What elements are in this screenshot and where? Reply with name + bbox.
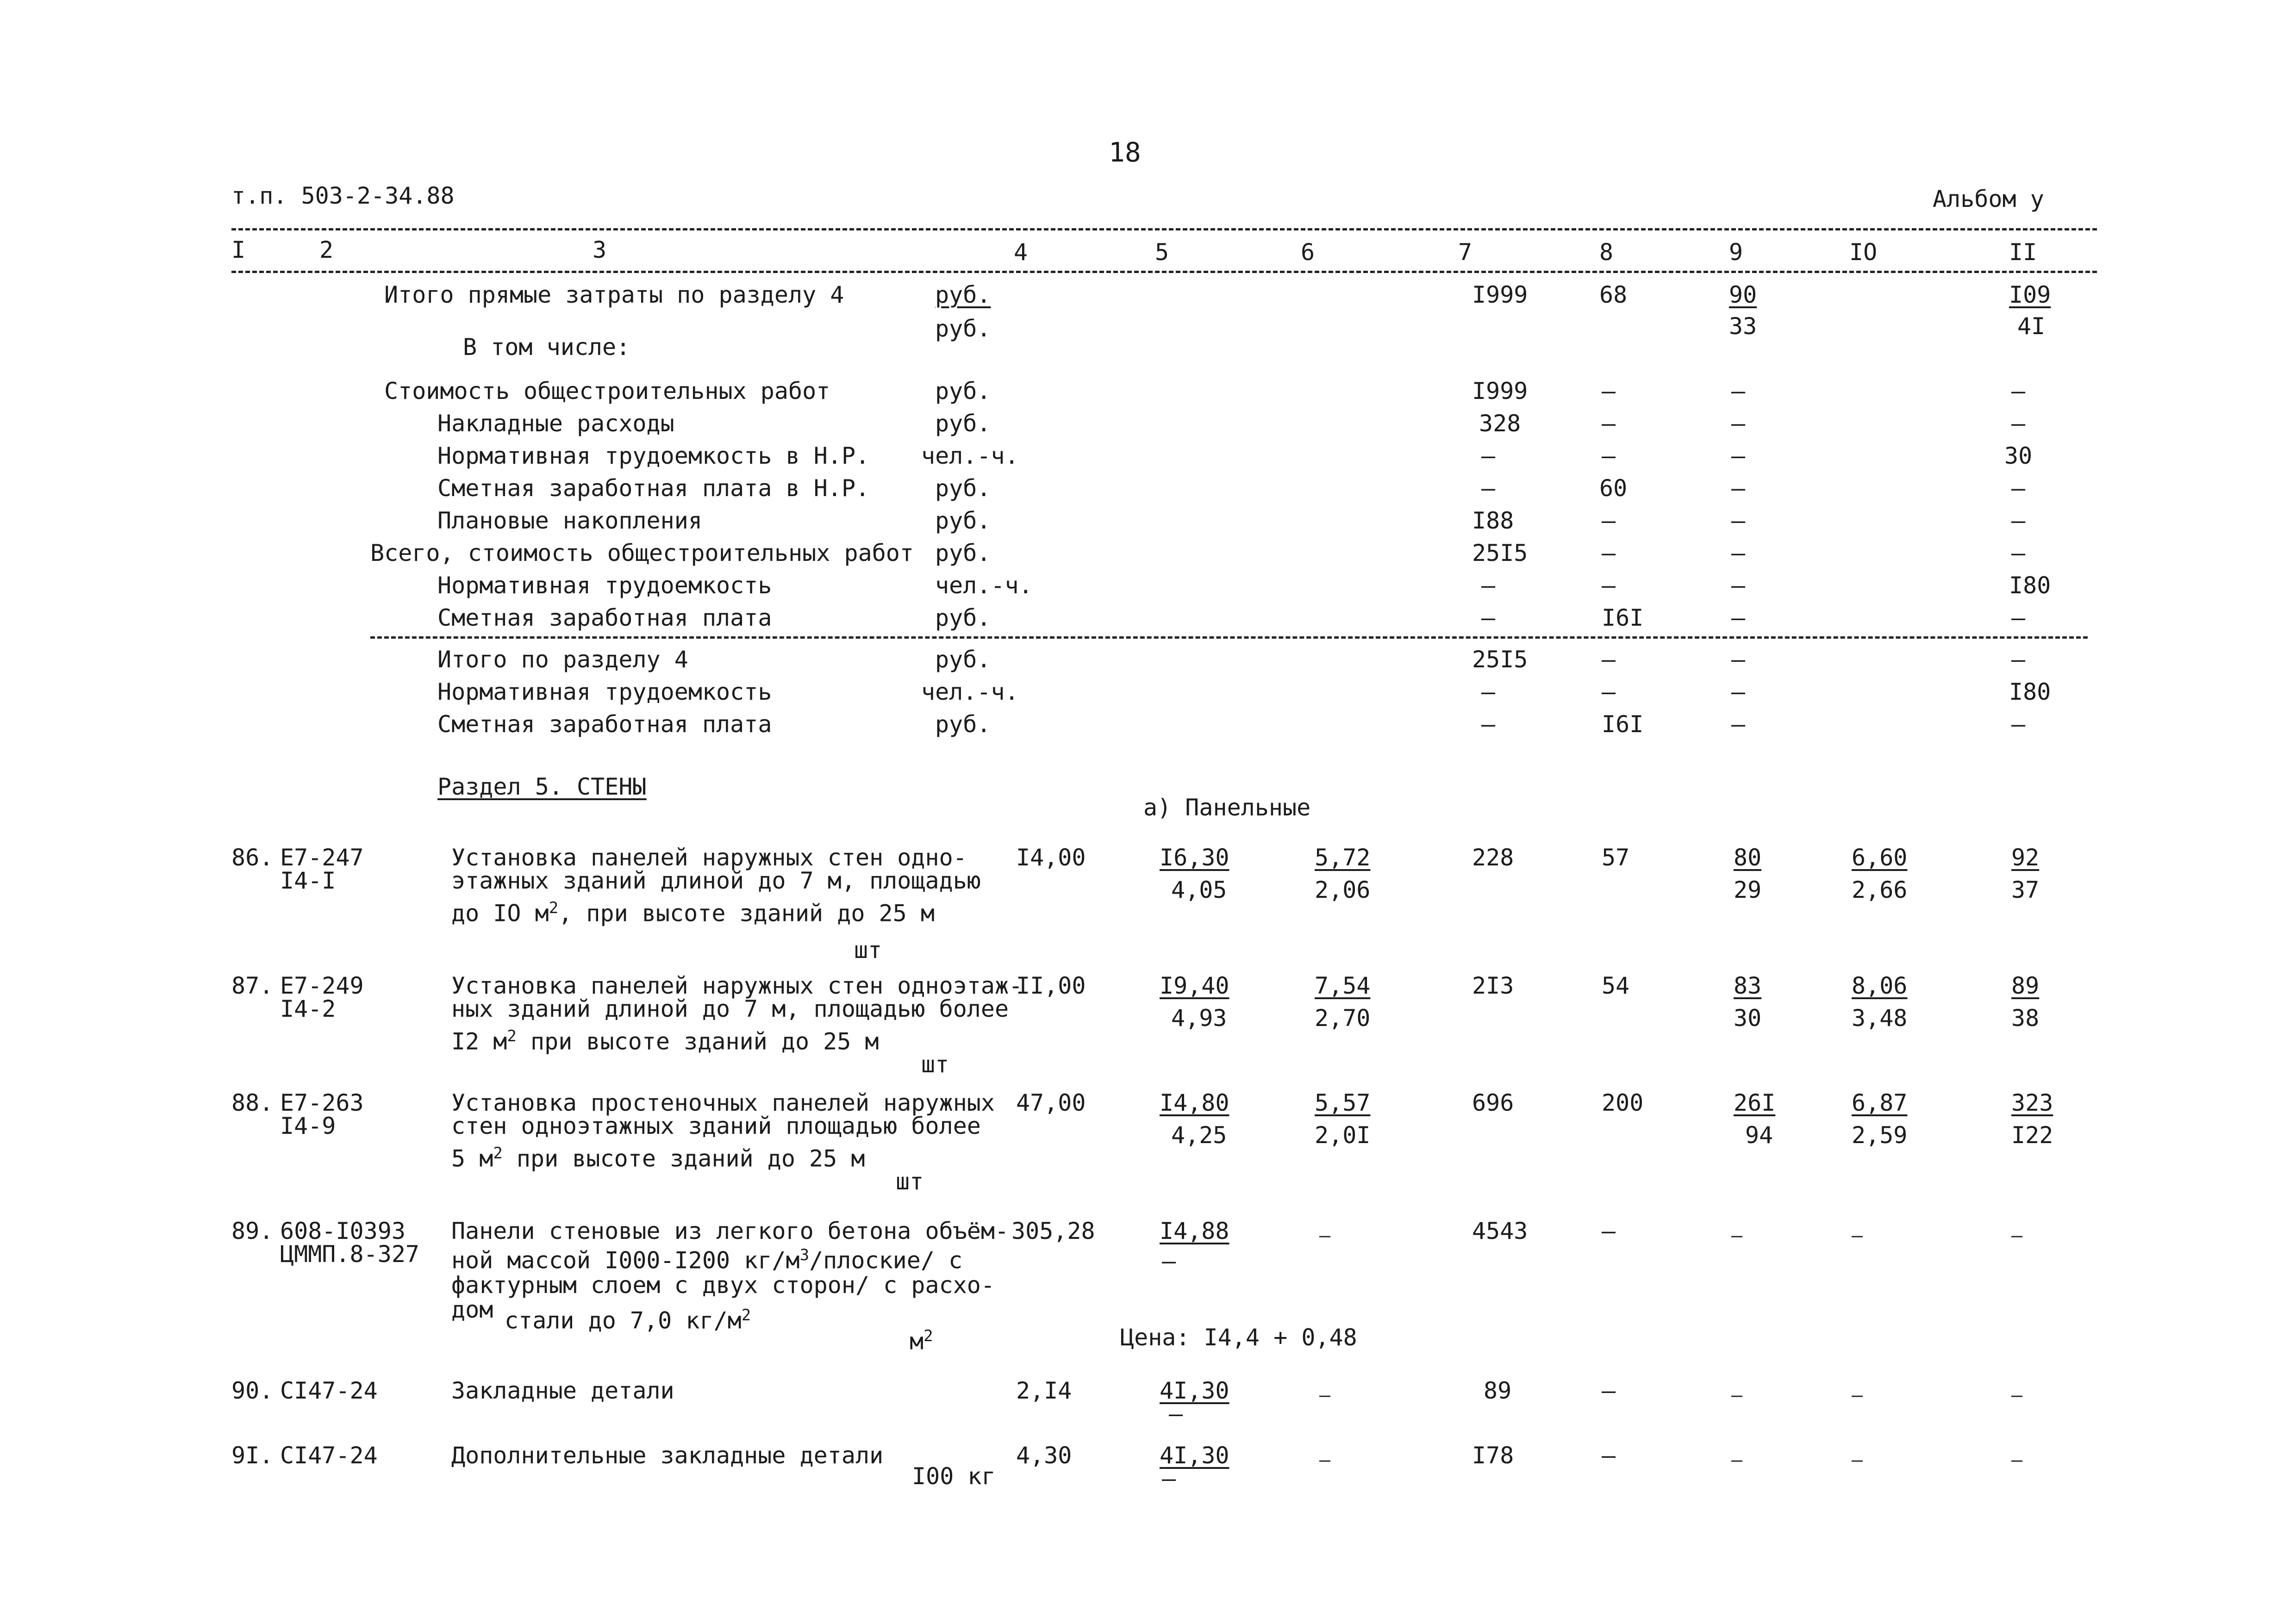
item-c10-bottom: 2,66 [1852,877,1908,903]
item-c5-top: 4I,30 [1160,1442,1229,1469]
summary-row-c9: – [1731,507,1746,534]
item-c6-bottom: 2,06 [1315,877,1371,903]
item-description-line [451,900,935,925]
item-c8: 200 [1602,1089,1644,1116]
text-part: ной массой I000-I200 кг/м [451,1247,800,1274]
summary-row-label: Накладные расходы [437,410,674,437]
item-number: 89. [231,1218,274,1244]
col-header-11: II [2009,239,2037,266]
text-part: 5 м [451,1145,493,1172]
summary-row-unit: руб. [935,475,991,502]
col-header-10: IO [1849,239,1878,266]
item-c9-bottom: 94 [1745,1122,1773,1149]
item-c11-bottom: 37 [2011,877,2040,903]
item-c10-top: 6,87 [1852,1089,1908,1116]
section-total-c11: – [2011,711,2026,738]
item-description-line: стен одноэтажных зданий площадью более [451,1113,981,1139]
summary-row-c9: – [1731,572,1746,599]
superscript: 2 [923,1327,933,1345]
total-direct-unit-2: руб. [935,315,991,342]
summary-row-label: Плановые накопления [437,507,702,534]
section-total-unit: руб. [935,711,991,738]
item-c7: 4543 [1472,1218,1528,1244]
item-description-line: фактурным слоем с двух сторон/ с расхо- [451,1272,995,1299]
item-c11: – [2011,1385,2024,1406]
text-part: стали до 7,0 кг/м [505,1307,742,1334]
text-part: до IO м [451,900,549,927]
item-unit: шт [896,1168,924,1195]
item-c8: 54 [1602,972,1630,999]
section-total-label: Сметная заработная плата [437,711,772,738]
item-c5-top: I6,30 [1160,844,1229,871]
item-c5-top: I9,40 [1160,972,1229,999]
summary-row-c8: – [1602,572,1616,599]
item-c10: – [1852,1385,1864,1406]
summary-row-c9: – [1731,410,1746,437]
header-top-rule [231,228,2097,230]
item-c6-bottom: 2,0I [1315,1122,1371,1149]
including-label: В том числе: [463,334,630,361]
section-total-c7: 25I5 [1472,646,1528,673]
total-direct-label: Итого прямые затраты по разделу 4 [384,281,844,308]
section-total-label: Итого по разделу 4 [437,646,688,673]
item-code: Е7-249 [280,972,364,999]
section-total-c11: – [2011,646,2026,673]
item-description-line: этажных зданий длиной до 7 м, площадью [451,867,981,894]
total-direct-c7: I999 [1472,281,1528,308]
item-c5-bottom: 4,93 [1171,1005,1227,1032]
summary-row-c11: 30 [2004,442,2033,469]
section-total-c9: – [1731,678,1746,705]
summary-row-label: Сметная заработная плата [437,604,772,631]
item-quantity: I4,00 [1016,844,1086,871]
item-c11-bottom: 38 [2011,1005,2040,1032]
col-header-2: 2 [319,236,334,263]
item-c9-top: 83 [1734,972,1762,999]
item-c10-bottom: 3,48 [1852,1005,1908,1032]
item-unit: I00 кг [912,1463,996,1490]
item-c11-top: 323 [2011,1089,2053,1116]
item-quantity: 4,30 [1016,1442,1072,1469]
item-code: СI47-24 [280,1377,378,1404]
item-description-line: Дополнительные закладные детали [451,1442,884,1469]
item-quantity: II,00 [1016,972,1086,999]
section-total-unit: руб. [935,646,991,673]
item-c7: 2I3 [1472,972,1514,999]
summary-row-c9: – [1731,475,1746,502]
item-c10-top: 6,60 [1852,844,1908,871]
item-number: 86. [231,844,274,871]
total-direct-c9-top: 90 [1729,281,1757,308]
summary-row-c11: – [2011,475,2026,502]
item-unit: шт [854,937,882,964]
col-header-5: 5 [1155,239,1169,266]
summary-row-c7: – [1481,442,1496,469]
col-header-8: 8 [1599,239,1614,266]
summary-row-c11: I80 [2009,572,2051,599]
col-header-3: 3 [593,236,607,263]
section-total-c7: – [1481,678,1496,705]
summary-row-c8: – [1602,540,1616,566]
item-quantity: 47,00 [1016,1089,1086,1116]
superscript: 3 [799,1246,810,1264]
item-quantity: 2,I4 [1016,1377,1072,1404]
section-total-c11: I80 [2009,678,2051,705]
summary-row-c11: – [2011,410,2026,437]
text-part: при высоте зданий до 25 м [516,1028,879,1055]
summary-row-c11: – [2011,507,2026,534]
summary-row-c8: – [1602,378,1616,404]
item-c6: – [1319,1449,1332,1471]
album-label: Альбом у [1933,186,2044,212]
item-description-line [505,1307,751,1332]
item-description-line: Установка панелей наружных стен одно- [451,844,967,871]
summary-row-c11: – [2011,540,2026,566]
summary-row-c8: – [1602,410,1616,437]
summary-row-c11: – [2011,378,2026,404]
item-c11: – [2011,1225,2024,1246]
item-code: СI47-24 [280,1442,378,1469]
summary-row-c8: 60 [1599,475,1628,502]
summary-row-c7: – [1481,604,1496,631]
total-direct-unit: руб. [935,281,991,308]
col-header-9: 9 [1729,239,1743,266]
col-header-6: 6 [1301,239,1315,266]
total-direct-c11-bottom: 4I [2017,313,2046,340]
summary-row-label: Стоимость общестроительных работ [384,378,830,404]
item-description-line: Панели стеновые из легкого бетона объём- [451,1218,1009,1244]
section-total-c8: I6I [1602,711,1644,738]
item-c6-top: 5,72 [1315,844,1371,871]
item-number: 90. [231,1377,274,1404]
summary-row-label: Сметная заработная плата в Н.Р. [437,475,870,502]
item-c10: – [1852,1449,1864,1471]
item-unit [910,1328,933,1353]
item-c9-top: 26I [1734,1089,1776,1116]
item-description-line: Установка панелей наружных стен одноэтаж- [451,972,1023,999]
item-c11-top: 92 [2011,844,2040,871]
summary-row-label: Нормативная трудоемкость [437,572,772,599]
item-c6-bottom: 2,70 [1315,1005,1371,1032]
item-c6-top: 7,54 [1315,972,1371,999]
item-c6-top: 5,57 [1315,1089,1371,1116]
item-description-line: Установка простеночных панелей наружных [451,1089,995,1116]
item-description-line: Закладные детали [451,1377,674,1404]
superscript: 2 [493,1144,503,1163]
item-code-2: ЦММП.8-327 [280,1241,420,1268]
total-direct-c8: 68 [1599,281,1628,308]
item-c7: 89 [1484,1377,1512,1404]
section-total-c7: – [1481,711,1496,738]
total-direct-c11-top: I09 [2009,281,2051,308]
item-c10: – [1852,1225,1864,1246]
item-c7: I78 [1472,1442,1514,1469]
summary-row-c7: 328 [1479,410,1521,437]
summary-row-unit: чел.-ч. [921,442,1019,469]
text-part: I2 м [451,1028,507,1055]
header-bottom-rule [231,271,2097,273]
summary-row-c7: I88 [1472,507,1514,534]
item-c11-bottom: I22 [2011,1122,2053,1149]
summary-row-label: Нормативная трудоемкость в Н.Р. [437,442,870,469]
summary-row-unit: руб. [935,507,991,534]
summary-row-c11: – [2011,604,2026,631]
summary-row-c9: – [1731,442,1746,469]
item-unit: шт [921,1051,949,1078]
section-total-rule [370,636,2088,639]
item-code: 608-I0393 [280,1218,406,1244]
item-c9-bottom: 30 [1734,1005,1762,1032]
section-5-title: Раздел 5. СТЕНЫ [437,773,647,800]
item-description-line: ных зданий длиной до 7 м, площадью более [451,995,1009,1022]
section-total-unit: чел.-ч. [921,678,1019,705]
item-c6: – [1319,1225,1332,1246]
item-c5-bottom: 4,25 [1171,1122,1227,1149]
item-number: 87. [231,972,274,999]
price-note: Цена: I4,4 + 0,48 [1120,1324,1357,1351]
item-description-line [451,1145,865,1170]
summary-row-c8: – [1602,507,1616,534]
item-description-line [451,1247,962,1272]
text-part: , при высоте зданий до 25 м [558,900,935,927]
summary-row-c9: – [1731,540,1746,566]
total-direct-c9-bottom: 33 [1729,313,1757,340]
item-c5-bottom: 4,05 [1171,877,1227,903]
summary-row-c7: – [1481,475,1496,502]
item-quantity: 305,28 [1011,1218,1095,1244]
item-c8: – [1602,1218,1616,1244]
col-header-7: 7 [1458,239,1472,266]
item-c11: – [2011,1449,2024,1471]
item-c9-top: 80 [1734,844,1762,871]
summary-row-unit: руб. [935,410,991,437]
item-c9: – [1731,1225,1744,1246]
item-c9-bottom: 29 [1734,877,1762,903]
summary-row-c9: – [1731,604,1746,631]
section-total-c9: – [1731,646,1746,673]
item-c11-top: 89 [2011,972,2040,999]
summary-row-unit: руб. [935,540,991,566]
item-c9: – [1731,1449,1744,1471]
text-part: /плоские/ с [809,1247,963,1274]
item-code-2: I4-I [280,867,336,894]
item-c5-bottom: – [1162,1248,1176,1275]
section-total-c8: – [1602,678,1616,705]
section-total-c9: – [1731,711,1746,738]
item-c8: 57 [1602,844,1630,871]
text-part: м [910,1328,924,1355]
col-header-4: 4 [1014,239,1028,266]
item-c7: 696 [1472,1089,1514,1116]
summary-row-unit: руб. [935,604,991,631]
summary-row-c7: I999 [1472,378,1528,404]
item-number: 88. [231,1089,274,1116]
item-description-line [451,1028,879,1053]
superscript: 2 [507,1027,517,1045]
superscript: 2 [549,899,559,917]
item-c7: 228 [1472,844,1514,871]
item-description-line: дом [451,1296,493,1323]
summary-row-c8: – [1602,442,1616,469]
item-code: Е7-247 [280,844,364,871]
item-c5-top: I4,88 [1160,1218,1229,1244]
section-5-subtitle: а) Панельные [1143,794,1311,821]
item-c9: – [1731,1385,1744,1406]
item-c8: – [1602,1377,1616,1404]
item-number: 9I. [231,1442,274,1469]
item-code-2: I4-2 [280,995,336,1022]
text-part: при высоте зданий до 25 м [502,1145,865,1172]
summary-row-c8: I6I [1602,604,1644,631]
item-c5-bottom: – [1169,1400,1183,1427]
item-c8: – [1602,1442,1616,1469]
summary-row-unit: чел.-ч. [935,572,1033,599]
col-header-1: I [231,236,246,263]
item-c10-top: 8,06 [1852,972,1908,999]
summary-row-label: Всего, стоимость общестроительных работ [370,540,914,566]
item-c5-top: I4,80 [1160,1089,1229,1116]
summary-row-c7: – [1481,572,1496,599]
item-code: Е7-263 [280,1089,364,1116]
summary-row-c9: – [1731,378,1746,404]
summary-row-unit: руб. [935,378,991,404]
document-code: т.п. 503-2-34.88 [231,182,455,209]
item-c5-top: 4I,30 [1160,1377,1229,1404]
page-number: 18 [1109,137,1141,168]
item-c6: – [1319,1385,1332,1406]
item-c5-bottom: – [1162,1465,1176,1492]
summary-row-c7: 25I5 [1472,540,1528,566]
superscript: 2 [741,1306,751,1325]
section-total-c8: – [1602,646,1616,673]
section-total-label: Нормативная трудоемкость [437,678,772,705]
item-code-2: I4-9 [280,1113,336,1139]
item-c10-bottom: 2,59 [1852,1122,1908,1149]
